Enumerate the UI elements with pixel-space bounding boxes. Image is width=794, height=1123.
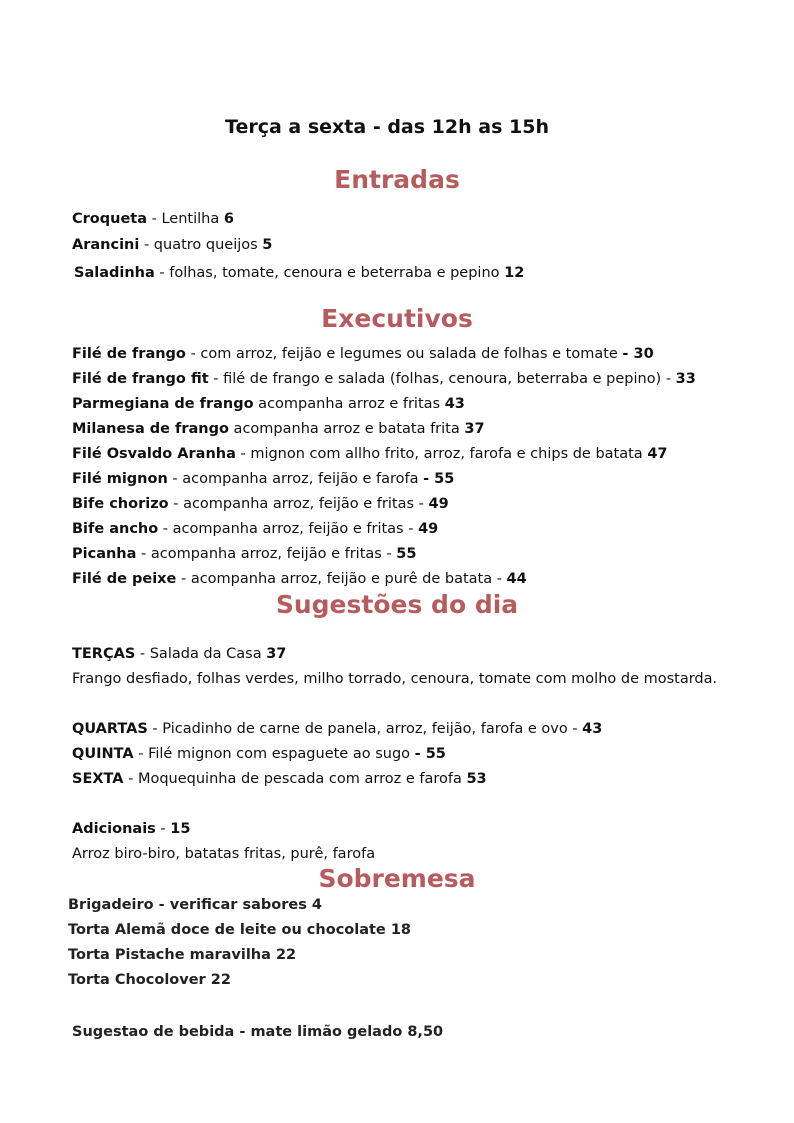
item-name: QUARTAS [72, 721, 148, 737]
item-desc: acompanha arroz e fritas [253, 396, 445, 412]
item-price: 53 [466, 771, 487, 787]
item-name: Adicionais [72, 821, 156, 837]
item-name: SEXTA [72, 771, 124, 787]
item-desc: - folhas, tomate, cenoura e beterraba e pepino [154, 265, 505, 281]
item-price: - 30 [622, 346, 654, 362]
dessert-item: Torta Pistache maravilha 22 [68, 947, 297, 963]
schedule: Terça a sexta - das 12h as 15h [225, 116, 549, 138]
menu-item-executivo [72, 444, 668, 464]
item-name: Filé mignon [72, 471, 168, 487]
menu-item-executivo [72, 569, 527, 589]
dessert-item: Torta Chocolover 22 [68, 972, 231, 988]
item-desc: - acompanha arroz, feijão e farofa [167, 471, 424, 487]
item-desc: - Salada da Casa [135, 646, 267, 662]
section-title-sugestoes: Sugestões do dia [275, 590, 519, 619]
menu-item-executivo [72, 494, 449, 514]
menu-item-executivo [72, 469, 454, 489]
item-price: 12 [504, 265, 525, 281]
menu-item-executivo [72, 369, 696, 389]
section-title-sobremesa: Sobremesa [318, 864, 476, 893]
section-title-executivos: Executivos [321, 304, 473, 333]
item-price: 5 [262, 237, 273, 253]
item-desc: - acompanha arroz, feijão e fritas - [136, 546, 397, 562]
item-desc: - Lentilha [147, 211, 224, 227]
item-price: 44 [506, 571, 527, 587]
item-price: 37 [266, 646, 287, 662]
item-name: Filé de frango [72, 346, 186, 362]
section-title-entradas: Entradas [334, 165, 460, 194]
item-price: 49 [428, 496, 449, 512]
item-price: 37 [464, 421, 485, 437]
item-price: 33 [675, 371, 696, 387]
item-desc: - com arroz, feijão e legumes ou salada de folhas e tomate [185, 346, 623, 362]
item-price: 55 [396, 546, 417, 562]
item-name: Bife ancho [72, 521, 159, 537]
menu-item-executivo [72, 394, 465, 414]
item-name: Parmegiana de frango [72, 396, 254, 412]
menu-item-executivo [72, 419, 485, 439]
item-desc: - filé de frango e salada (folhas, cenoura, beterraba e pepino) - [208, 371, 676, 387]
menu-item-sexta [72, 769, 487, 789]
item-desc: acompanha arroz e batata frita [228, 421, 465, 437]
menu-item-adicionais [72, 819, 190, 839]
dessert-item: Brigadeiro - verificar sabores 4 [68, 897, 322, 913]
item-desc: - [155, 821, 171, 837]
item-price: 43 [444, 396, 465, 412]
item-price: 43 [582, 721, 603, 737]
item-desc: - Moquequinha de pescada com arroz e farofa [123, 771, 467, 787]
menu-item-quartas [72, 719, 602, 739]
item-name: Saladinha [74, 265, 155, 281]
menu-item-quinta [72, 744, 446, 764]
item-name: Filé Osvaldo Aranha [72, 446, 236, 462]
dessert-item: Torta Alemã doce de leite ou chocolate 18 [68, 922, 411, 938]
item-price: 15 [170, 821, 191, 837]
item-price: - 55 [414, 746, 446, 762]
item-desc: - Filé mignon com espaguete ao sugo [133, 746, 415, 762]
item-price: 6 [223, 211, 234, 227]
item-desc: - acompanha arroz, feijão e purê de batata - [176, 571, 507, 587]
item-price: 49 [418, 521, 439, 537]
menu-item-arancini [72, 235, 272, 255]
item-name: Filé de frango fit [72, 371, 209, 387]
drink-suggestion: Sugestao de bebida - mate limão gelado 8,50 [72, 1024, 444, 1040]
item-desc: - acompanha arroz, feijão e fritas - [168, 496, 429, 512]
menu-item-saladinha [74, 263, 524, 283]
item-price: 47 [647, 446, 668, 462]
menu-item-croqueta [72, 209, 234, 229]
item-desc: - acompanha arroz, feijão e fritas - [158, 521, 419, 537]
item-desc: - Picadinho de carne de panela, arroz, feijão, farofa e ovo - [147, 721, 583, 737]
menu-item-tercas [72, 644, 286, 664]
item-name: Arancini [72, 237, 140, 253]
item-desc: - mignon com allho frito, arroz, farofa e chips de batata [235, 446, 648, 462]
item-name: Filé de peixe [72, 571, 177, 587]
item-name: Bife chorizo [72, 496, 169, 512]
item-name: QUINTA [72, 746, 134, 762]
adicionais-detail: Arroz biro-biro, batatas fritas, purê, farofa [72, 846, 376, 862]
item-name: Croqueta [72, 211, 148, 227]
item-name: Picanha [72, 546, 137, 562]
item-desc: - quatro queijos [139, 237, 263, 253]
item-price: - 55 [423, 471, 455, 487]
menu-item-executivo [72, 344, 654, 364]
item-name: Milanesa de frango [72, 421, 229, 437]
tercas-detail: Frango desfiado, folhas verdes, milho torrado, cenoura, tomate com molho de mostarda. [72, 671, 718, 687]
menu-item-executivo [72, 519, 438, 539]
menu-item-executivo [72, 544, 416, 564]
item-name: TERÇAS [72, 646, 136, 662]
